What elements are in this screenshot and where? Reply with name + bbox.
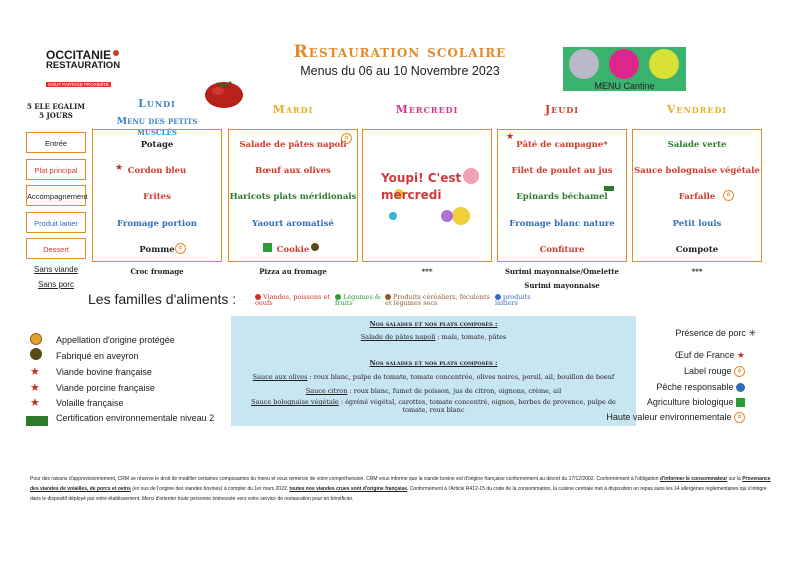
- day-column-mardi: [228, 129, 358, 262]
- menu-item: Fromage blanc nature: [509, 219, 615, 229]
- family-legumes: Légumes & fruits: [335, 293, 381, 307]
- category-laitier: Produit laitier: [26, 212, 86, 233]
- menu-item: Compote: [675, 245, 719, 255]
- category-entree: Entrée: [26, 132, 86, 153]
- alt-mercredi: ***: [421, 267, 433, 276]
- family-laitiers: produits laitiers: [495, 293, 531, 307]
- families-title: Les familles d'aliments :: [88, 291, 237, 307]
- legend-porcine: Viande porcine française: [56, 383, 155, 393]
- certification-icon: [26, 416, 48, 426]
- day-vendredi: Vendredi: [666, 103, 728, 116]
- hve-icon: ✿: [175, 243, 186, 254]
- asterisk-icon: ✳: [748, 328, 756, 338]
- sans-porc-jeudi: Surimi mayonnaise: [524, 281, 600, 290]
- composition-olives: Sauce aux olives : roux blanc, pulpe de tomate, tomate concentrée, olives noires, persil, ail, bouillon de boeuf: [252, 373, 615, 381]
- hve-icon: ✿: [723, 190, 734, 201]
- composition-citron: Sauce citron : roux blanc, fumet de poisson, jus de citron, oignons, crème, ail: [305, 387, 562, 395]
- sans-viande-label: Sans viande: [33, 265, 79, 274]
- menu-cantine-logo: MENU Cantine: [563, 47, 686, 91]
- aop-icon: [30, 333, 42, 345]
- menu-item: Potage: [140, 140, 174, 150]
- day-mercredi: Mercredi: [395, 103, 459, 116]
- alt-lundi: Croc fromage: [130, 267, 184, 276]
- legend-label-rouge: Label rouge ✿: [605, 366, 745, 377]
- alt-jeudi: Surimi mayonnaise/Omelette: [505, 267, 619, 276]
- legend-aop: Appellation d'origine protégée: [56, 335, 175, 345]
- lundi-subtitle: Menu des petits musclés: [116, 116, 198, 138]
- menu-dates: Menus du 06 au 10 Novembre 2023: [300, 64, 500, 78]
- menu-item: Salade verte: [667, 140, 727, 150]
- viande-porcine-icon: ★: [30, 381, 40, 394]
- menu-item: Pomme: [139, 245, 175, 255]
- legend-bovine: Viande bovine française: [56, 367, 152, 377]
- day-jeudi: Jeudi: [545, 103, 579, 116]
- legend-volaille: Volaille française: [56, 398, 124, 408]
- menu-item: Petit louis: [672, 219, 722, 229]
- compositions-heading: Nos salades et nos plats composés :: [369, 320, 498, 328]
- hve-icon: ✿: [734, 412, 745, 423]
- day-mardi: Mardi: [272, 103, 314, 116]
- certification-icon: [604, 186, 614, 191]
- legend-bio: Agriculture biologique: [605, 397, 745, 407]
- peche-icon: [736, 383, 745, 392]
- day-column-vendredi: [632, 129, 762, 262]
- day-column-mercredi: [362, 129, 492, 262]
- menu-item: Epinards béchamel: [516, 192, 608, 202]
- menu-item: Cookie: [276, 245, 310, 255]
- composition-salade: Salade de pâtes napoli : maïs, tomate, pâtes: [360, 333, 507, 341]
- alt-mardi: Pizza au fromage: [259, 267, 327, 276]
- menu-item: Bœuf aux olives: [255, 166, 331, 176]
- menu-item: Pâté de campagne*: [516, 140, 608, 150]
- oeuf-icon: ★: [736, 350, 745, 360]
- day-lundi: Lundi: [138, 97, 176, 110]
- label-rouge-icon: ✿: [734, 366, 745, 377]
- family-viandes: Viandes, poissons et oeufs: [255, 293, 330, 307]
- alt-vendredi: ***: [691, 267, 703, 276]
- legend-hve: Haute valeur environnementale ✿: [605, 412, 745, 423]
- legend-porc: Présence de porc ✳: [675, 328, 756, 338]
- occitanie-logo: OCCITANIE RESTAURATION GOUT PARTAGE PROXIMITE: [46, 48, 121, 87]
- menu-item: Frites: [143, 192, 171, 202]
- category-plat: Plat principal: [26, 159, 86, 180]
- compositions-heading: Nos salades et nos plats composés :: [369, 359, 498, 367]
- menu-item: Farfalle: [678, 192, 716, 202]
- legend-certification: Certification environnementale niveau 2: [56, 413, 215, 423]
- compositions-box: [231, 316, 636, 426]
- aveyron-icon: [30, 348, 42, 360]
- menu-item: Yaourt aromatisé: [252, 219, 334, 229]
- menu-item: Fromage portion: [117, 219, 197, 229]
- egalim-note: 5 ELE EGALIM 5 JOURS: [26, 102, 86, 120]
- bio-icon: [736, 398, 745, 407]
- viande-francaise-icon: ★: [115, 163, 124, 173]
- menu-item: Filet de poulet au jus: [511, 166, 613, 176]
- composition-bolognaise: Sauce bolognaise végétale : égréné végétal, carottes, tomate concentré, oignon, herbes de provence, pulpe de tomate, roux blanc: [251, 398, 616, 414]
- day-column-jeudi: [497, 129, 627, 262]
- sans-porc-label: Sans porc: [37, 280, 75, 289]
- volaille-icon: ★: [30, 396, 40, 409]
- footnote: Pour des raisons d'approvisionnement, CRM se réserve le droit de modifier certaines composantes du menu et vous remercie de votre compréhension. CRM vous informe que la viande bovine est d'origine française conformément au décret du 17/12/2002. Conformément à l'obligation d'informer le consommateur sur la Provenance des viandes de volailles, de porcs et ovins (en sus de l'origine des viandes bovines) à compter du 1er mars 2022, toutes nos viandes crues sont d'origine française. Conformément à l'Article R412-15 du code de la consommation, la cuisine centrale met à disposition un repas sans les 14 allergènes réglementaires qui s'intègre dans le dispositif déployé par votre établissement. Merci d'orienter toute personne intéressée vers votre service de restauration pour en bénéficier.: [30, 476, 771, 502]
- menu-item: Salade de pâtes napoli: [239, 140, 347, 150]
- bio-icon: [263, 243, 272, 252]
- aveyron-icon: [311, 243, 319, 251]
- legend-peche: Pêche responsable: [605, 382, 745, 392]
- day-column-lundi: [92, 129, 222, 262]
- hve-icon: ✿: [341, 133, 352, 144]
- family-cereales: Produits céréaliers, féculents et légumes secs: [385, 293, 490, 307]
- legend-oeuf: Œuf de France ★: [674, 350, 745, 360]
- menu-item: Confiture: [539, 245, 585, 255]
- category-accompagnement: Accompagnement: [26, 185, 86, 206]
- category-dessert: Dessert: [26, 238, 86, 259]
- legend-aveyron: Fabriqué en aveyron: [56, 351, 139, 361]
- menu-item: Cordon bleu: [127, 166, 187, 176]
- viande-bovine-icon: ★: [30, 365, 40, 378]
- menu-item: Haricots plats méridionals: [229, 192, 357, 202]
- viande-porcine-icon: ★: [506, 132, 515, 142]
- youpi-text: Youpi! C'est mercredi: [381, 171, 462, 202]
- page-title: Restauration scolaire: [293, 42, 507, 62]
- menu-item: Sauce bolognaise végétale: [634, 166, 760, 176]
